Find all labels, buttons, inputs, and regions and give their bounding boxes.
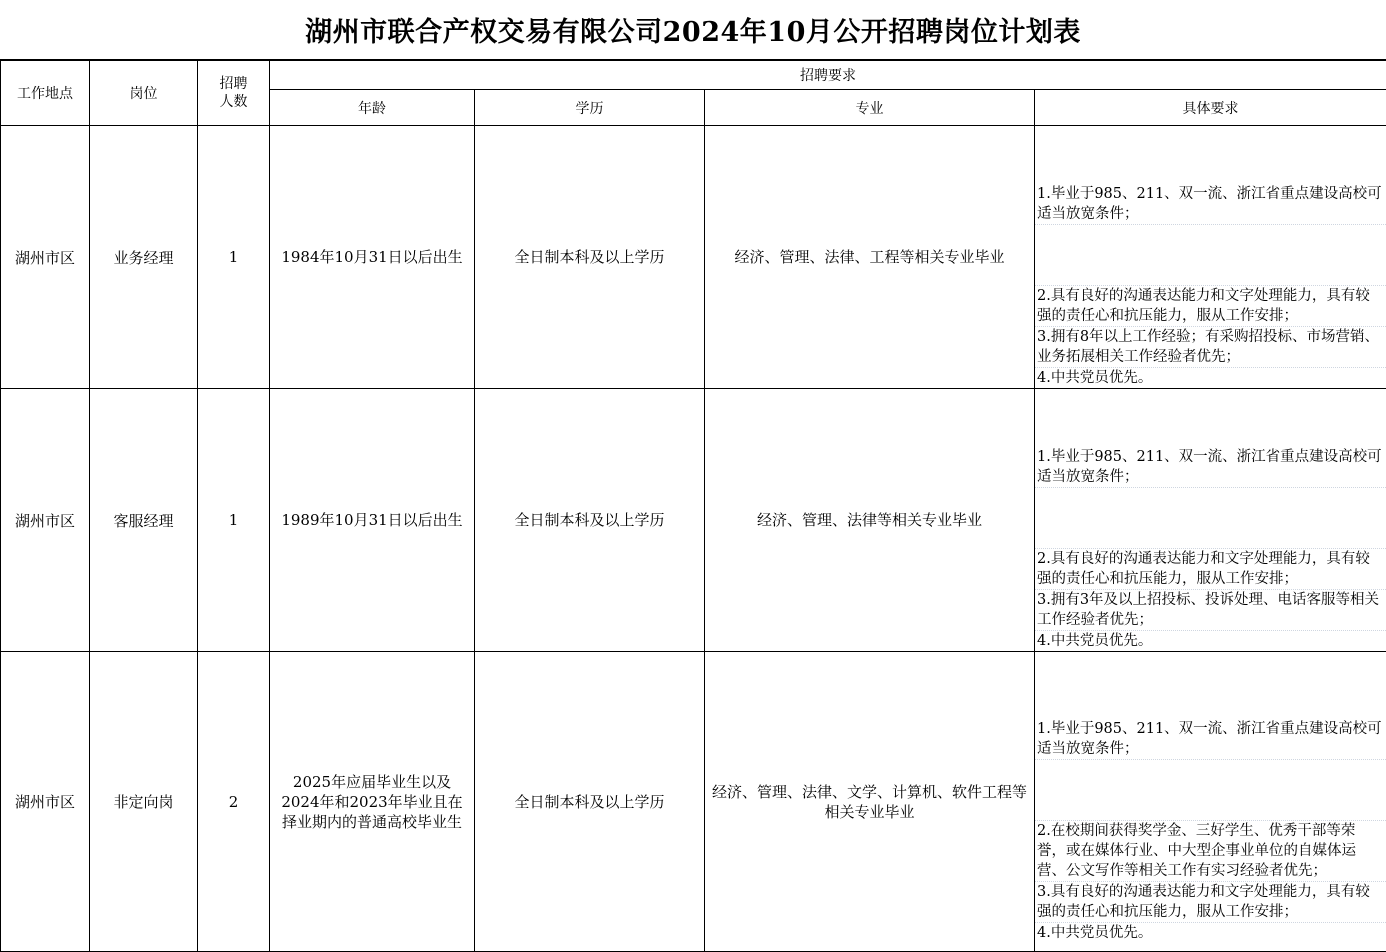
cell-education: 全日制本科及以上学历	[475, 389, 705, 652]
detail-item: 1.毕业于985、211、双一流、浙江省重点建设高校可适当放宽条件；	[1035, 719, 1386, 760]
cell-count: 2	[198, 652, 270, 952]
cell-age: 1984年10月31日以后出生	[270, 126, 475, 389]
detail-item: 2.具有良好的沟通表达能力和文字处理能力，具有较强的责任心和抗压能力，服从工作安排；	[1035, 549, 1386, 590]
recruitment-table	[0, 60, 1386, 952]
detail-item: 1.毕业于985、211、双一流、浙江省重点建设高校可适当放宽条件；	[1035, 447, 1386, 488]
cell-position: 客服经理	[90, 389, 198, 652]
detail-item: 4.中共党员优先。	[1035, 368, 1386, 388]
cell-major: 经济、管理、法律、文学、计算机、软件工程等相关专业毕业	[705, 652, 1035, 952]
table-row	[1, 652, 1386, 952]
header-major: 专业	[705, 90, 1035, 126]
page-title: 湖州市联合产权交易有限公司2024年10月公开招聘岗位计划表	[0, 0, 1386, 60]
detail-item: 3.具有良好的沟通表达能力和文字处理能力，具有较强的责任心和抗压能力，服从工作安排；	[1035, 882, 1386, 923]
cell-location: 湖州市区	[1, 126, 90, 389]
detail-item: 3.拥有8年以上工作经验；有采购招投标、市场营销、业务拓展相关工作经验者优先；	[1035, 327, 1386, 368]
cell-details	[1035, 126, 1386, 389]
cell-age: 2025年应届毕业生以及2024年和2023年毕业且在择业期内的普通高校毕业生	[270, 652, 475, 952]
detail-item: 3.拥有3年及以上招投标、投诉处理、电话客服等相关工作经验者优先；	[1035, 590, 1386, 631]
header-location: 工作地点	[1, 61, 90, 126]
cell-major: 经济、管理、法律等相关专业毕业	[705, 389, 1035, 652]
cell-location: 湖州市区	[1, 389, 90, 652]
cell-count: 1	[198, 126, 270, 389]
detail-item: 1.毕业于985、211、双一流、浙江省重点建设高校可适当放宽条件；	[1035, 184, 1386, 225]
header-details: 具体要求	[1035, 90, 1386, 126]
cell-count: 1	[198, 389, 270, 652]
cell-age: 1989年10月31日以后出生	[270, 389, 475, 652]
header-education: 学历	[475, 90, 705, 126]
table-row	[1, 389, 1386, 652]
cell-position: 非定向岗	[90, 652, 198, 952]
cell-details	[1035, 389, 1386, 652]
cell-education: 全日制本科及以上学历	[475, 126, 705, 389]
detail-item: 2.在校期间获得奖学金、三好学生、优秀干部等荣誉，或在媒体行业、中大型企事业单位的自媒体运营、公文写作等相关工作有实习经验者优先；	[1035, 821, 1386, 882]
detail-item: 4.中共党员优先。	[1035, 923, 1386, 943]
header-count: 招聘人数	[198, 61, 270, 126]
cell-education: 全日制本科及以上学历	[475, 652, 705, 952]
cell-location: 湖州市区	[1, 652, 90, 952]
detail-item: 2.具有良好的沟通表达能力和文字处理能力，具有较强的责任心和抗压能力，服从工作安排；	[1035, 286, 1386, 327]
header-position: 岗位	[90, 61, 198, 126]
cell-position: 业务经理	[90, 126, 198, 389]
detail-item: 4.中共党员优先。	[1035, 631, 1386, 651]
cell-details	[1035, 652, 1386, 952]
table-row	[1, 126, 1386, 389]
header-requirements-group: 招聘要求	[270, 61, 1386, 90]
header-age: 年龄	[270, 90, 475, 126]
cell-major: 经济、管理、法律、工程等相关专业毕业	[705, 126, 1035, 389]
